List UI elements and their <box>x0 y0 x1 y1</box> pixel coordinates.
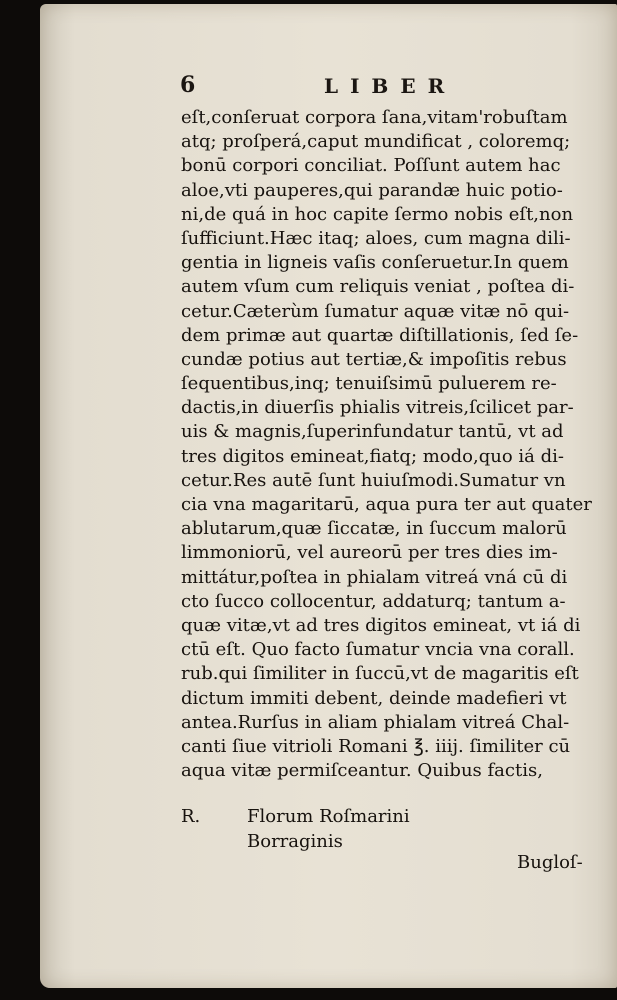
text-line: ſequentibus,inq; tenuiſsimū puluerem re- <box>181 373 557 395</box>
text-line: autem vſum cum reliquis veniat , poſtea di- <box>181 276 575 298</box>
recipe-line <box>181 829 601 854</box>
text-line: ablutarum,quæ ſiccatæ, in ſuccum malorū <box>181 518 567 540</box>
text-line: cto ſucco collocentur, addaturq; tantum a- <box>181 590 566 612</box>
text-line: dactis,in diuerſis phialis vitreis,ſcilicet par- <box>181 397 574 419</box>
text-line: rub.qui ſimiliter in ſuccū,vt de magaritis eſt <box>181 663 579 685</box>
text-line: ni,de quá in hoc capite ſermo nobis eſt,non <box>181 203 574 225</box>
recipe-block <box>181 804 601 854</box>
text-line: dictum immiti debent, deinde madefieri vt <box>181 687 567 709</box>
text-line: ctū eſt. Quo facto ſumatur vncia vna corall. <box>181 639 575 661</box>
text-line: mittátur,poſtea in phialam vitreá vná cū di <box>181 566 568 588</box>
folio-number: 6 <box>180 72 196 98</box>
text-line: uis & magnis,ſuperinfundatur tantū, vt ad <box>181 421 564 443</box>
text-line: aqua vitæ permiſceantur. Quibus factis, <box>181 760 543 782</box>
text-line: cetur.Cæterùm ſumatur aquæ vitæ nō qui- <box>181 300 570 322</box>
catchword: Bugloſ- <box>517 852 583 873</box>
text-line: ſufficiunt.Hæc itaq; aloes, cum magna dili- <box>181 227 571 249</box>
text-line: antea.Rurſus in aliam phialam vitreá Chal- <box>181 711 570 733</box>
recipe-line <box>181 804 601 829</box>
text-line: cia vna magaritarū, aqua pura ter aut quater <box>181 494 592 515</box>
running-head: LIBER <box>324 74 457 98</box>
text-line: bonū corpori conciliat. Poſſunt autem hac <box>181 155 561 177</box>
text-line: dem primæ aut quartæ diſtillationis, ſed ſe- <box>181 324 579 346</box>
text-line: eſt,conſeruat corpora ſana,vitam'robuſtam <box>181 107 568 128</box>
text-line: cundæ potius aut tertiæ,& impoſitis rebus <box>181 348 567 370</box>
text-line: limmoniorū, vel aureorū per tres dies im- <box>181 542 558 564</box>
recipe-item: Borraginis <box>247 831 343 852</box>
page-header <box>180 72 610 100</box>
recipe-item: Florum Roſmarini <box>247 806 410 827</box>
body-text <box>181 106 601 783</box>
text-line: canti ſiue vitrioli Romani ℥. iiij. ſimiliter cū <box>181 735 571 757</box>
text-line: gentia in ligneis vaſis conſeruetur.In quem <box>181 252 569 274</box>
text-line: atq; proſperá,caput mundificat , coloremq; <box>181 131 571 153</box>
recipe-mark: R. <box>181 806 201 827</box>
text-line: aloe,vti pauperes,qui parandæ huic potio- <box>181 179 563 201</box>
text-line: cetur.Res autē ſunt huiuſmodi.Sumatur vn <box>181 469 566 491</box>
text-line: quæ vitæ,vt ad tres digitos emineat, vt iá di <box>181 614 581 636</box>
text-line: tres digitos emineat,fiatq; modo,quo iá di- <box>181 445 564 467</box>
